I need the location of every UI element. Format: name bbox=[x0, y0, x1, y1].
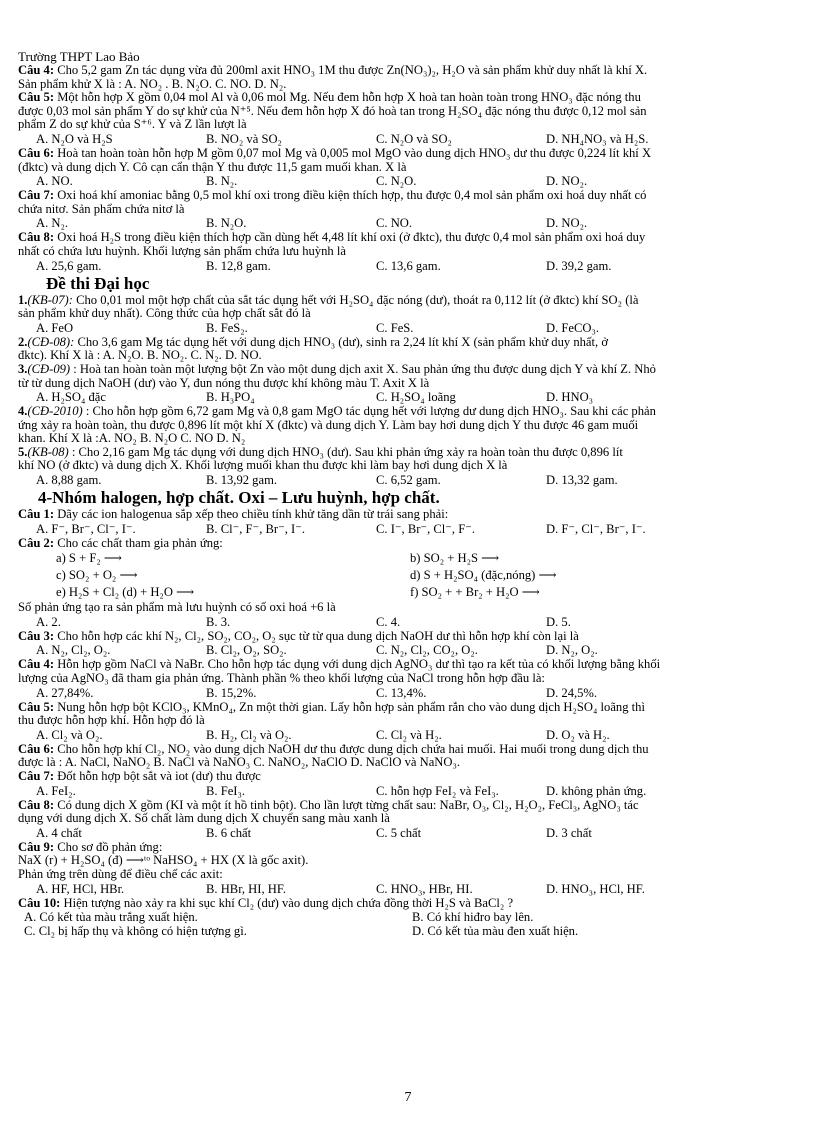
question-number: 1. bbox=[18, 293, 28, 307]
question bbox=[18, 841, 800, 897]
answer-option: C. I⁻, Br⁻, Cl⁻, F⁻. bbox=[376, 521, 476, 536]
question-block-3 bbox=[18, 508, 800, 550]
question-number: Câu 8: bbox=[18, 231, 55, 245]
question bbox=[18, 601, 800, 630]
question-text: thu được hỗn hợp khí. Hỗn hợp đó là bbox=[18, 714, 205, 728]
question-line bbox=[18, 743, 800, 757]
exam-source-tag: (KB-08) bbox=[27, 445, 69, 459]
question-text: Cho 3,6 gam Mg tác dụng hết với dung dịch HNO₃ (dư), sinh ra 2,24 lít khí X (sản phẩm khử duy nhất, ở bbox=[74, 335, 608, 349]
question bbox=[18, 363, 800, 405]
answer-option: C. Cl₂ bị hấp thụ và không có hiện tượng gì. bbox=[24, 924, 247, 939]
question-number: Câu 3: bbox=[18, 629, 55, 643]
answer-option: C. N₂O và SO₂ bbox=[376, 131, 452, 146]
question-text: từ từ dung dịch NaOH (dư) vào Y, đun nóng thu được khí không màu T. Axit X là bbox=[18, 376, 430, 390]
answer-option: A. F⁻, Br⁻, Cl⁻, I⁻. bbox=[36, 521, 136, 536]
answer-option: C. 4. bbox=[376, 614, 401, 629]
answer-option: A. NO. bbox=[36, 174, 73, 189]
question-text: Cho 0,01 mol một hợp chất của sắt tác dụng hết với H₂SO₄ đặc nóng (dư), thoát ra 0,112 lít (ở đktc) khí SO₂ (là bbox=[72, 293, 639, 307]
question-text: Cho sơ đồ phản ứng: bbox=[57, 840, 163, 854]
exam-source-tag: (CĐ-09) bbox=[27, 362, 71, 376]
answer-option: C. NO. bbox=[376, 216, 413, 231]
question bbox=[18, 405, 800, 446]
answer-option: D. FeCO₃. bbox=[546, 320, 600, 335]
question-text: dụng với dung dịch X. Số chất làm dung dịch X chuyển sang màu xanh là bbox=[18, 812, 390, 826]
reaction-equation: f) SO₂ + + Br₂ + H₂O ⟶ bbox=[410, 585, 540, 600]
question bbox=[18, 189, 800, 231]
answer-option: A. FeO bbox=[36, 320, 74, 335]
answer-option: C. 6,52 gam. bbox=[376, 473, 441, 488]
question-text: Dãy các ion halogenua sắp xếp theo chiều tính khử tăng dần từ trái sang phải: bbox=[57, 508, 449, 522]
reaction-row bbox=[18, 567, 800, 584]
answer-option: D. O₂ và H₂. bbox=[546, 727, 610, 742]
question-number: 3. bbox=[18, 362, 28, 376]
question-text: lượng của AgNO₃ đã tham gia phản ứng. Thành phần % theo khối lượng của NaCl trong hỗn hợp đầu là: bbox=[18, 672, 545, 686]
question-line bbox=[18, 770, 800, 784]
reaction-equation: c) SO₂ + O₂ ⟶ bbox=[56, 568, 138, 583]
answer-option: B. FeI₃. bbox=[206, 783, 246, 798]
question-number: 5. bbox=[18, 445, 28, 459]
question-number: Câu 10: bbox=[18, 896, 61, 910]
question-text: Phản ứng trên dùng để điều chế các axit: bbox=[18, 867, 223, 881]
answer-option: D. không phản ứng. bbox=[546, 783, 647, 798]
question-text: : Cho hỗn hợp gồm 6,72 gam Mg và 0,8 gam MgO tác dụng hết với lượng dư dung dịch HNO₃. Sau khi các phản bbox=[82, 405, 656, 419]
question-text: được 0,03 mol sản phẩm Y do sự khử của N⁺⁵. Nếu đem hỗn hợp X đó hoà tan trong H₂SO₄ đặc nóng thu được 0,12 mol sản bbox=[18, 104, 647, 118]
question-text: Một hỗn hợp X gồm 0,04 mol Al và 0,06 mol Mg. Nếu đem hỗn hợp X hoà tan hoàn toàn trong HNO₃ đặc nóng thu bbox=[57, 91, 641, 105]
reaction-equation: d) S + H₂SO₄ (đặc,nóng) ⟶ bbox=[410, 568, 557, 583]
answer-option: B. Có khí hiđro bay lên. bbox=[412, 910, 534, 925]
answer-option: B. 15,2%. bbox=[206, 685, 257, 700]
question-text: (đktc) và dung dịch Y. Cô cạn cẩn thận Y thu được 11,5 gam muối khan. X là bbox=[18, 160, 407, 174]
answer-option: D. 13,32 gam. bbox=[546, 473, 618, 488]
answer-option: A. FeI₂. bbox=[36, 783, 76, 798]
answer-option: C. N₂O. bbox=[376, 174, 417, 189]
question-number: Câu 9: bbox=[18, 840, 55, 854]
answer-option: D. HNO₃, HCl, HF. bbox=[546, 881, 645, 896]
question-number: Câu 4: bbox=[18, 658, 55, 672]
question-block-1 bbox=[18, 64, 800, 274]
question-text: khan. Khí X là :A. NO₂ B. N₂O C. NO D. N₂ bbox=[18, 432, 246, 446]
answer-option: D. N₂, O₂. bbox=[546, 643, 598, 658]
reaction-list bbox=[18, 550, 800, 601]
answer-option: B. FeS₂. bbox=[206, 320, 248, 335]
question-line bbox=[18, 432, 800, 446]
question-text: Cho các chất tham gia phản ứng: bbox=[57, 536, 223, 550]
page-number: 7 bbox=[404, 1090, 412, 1105]
question-line bbox=[18, 405, 800, 419]
answer-option: B. 13,92 gam. bbox=[206, 473, 278, 488]
question bbox=[18, 231, 800, 273]
answer-option: D. 5. bbox=[546, 614, 571, 629]
reaction-equation: e) H₂S + Cl₂ (d) + H₂O ⟶ bbox=[56, 585, 195, 600]
question-line bbox=[18, 630, 800, 644]
question-line bbox=[18, 799, 800, 813]
question-text: khí NO (ở đktc) và dung dịch X. Khối lượng muối khan thu được khi làm bay hơi dung dịch X là bbox=[18, 459, 508, 473]
question-line bbox=[18, 78, 800, 92]
answer-option: C. Cl₂ và H₂. bbox=[376, 727, 442, 742]
section-title-university-exam: Đề thi Đại học bbox=[46, 273, 150, 293]
question-text: ứng xảy ra hoàn toàn, thu được 0,896 lít một khí X (đktc) và dung dịch Y. Làm bay hơi dung dịch Y thu được 46 gam muối bbox=[18, 418, 639, 432]
answer-option: B. NO₂ và SO₂ bbox=[206, 131, 282, 146]
answer-option: C. FeS. bbox=[376, 320, 414, 335]
question-text: sản phẩm khử duy nhất). Công thức của hợp chất sắt đó là bbox=[18, 307, 311, 321]
answer-option: B. 3. bbox=[206, 614, 231, 629]
question bbox=[18, 658, 800, 700]
answer-option: B. H₂, Cl₂ và O₂. bbox=[206, 727, 292, 742]
question-line bbox=[18, 701, 800, 715]
answer-option: C. hỗn hợp FeI₂ và FeI₃. bbox=[376, 783, 499, 798]
answer-option: D. F⁻, Cl⁻, Br⁻, I⁻. bbox=[546, 521, 646, 536]
school-header: Trường THPT Lao Bảo bbox=[18, 50, 140, 64]
question-line bbox=[18, 658, 800, 672]
question-text: chứa nitơ. Sản phẩm chứa nitơ là bbox=[18, 202, 185, 216]
question-line bbox=[18, 105, 800, 119]
question bbox=[18, 294, 800, 336]
question-line bbox=[18, 231, 800, 245]
question bbox=[18, 630, 800, 659]
answer-option: A. H₂SO₄ đặc bbox=[36, 390, 106, 405]
reaction-equation: a) S + F₂ ⟶ bbox=[56, 551, 122, 566]
question-text: Nung hỗn hợp bột KClO₃, KMnO₄, Zn một thời gian. Lấy hỗn hợp sản phẩm rắn cho vào dung dịch H₂SO₄ loãng thì bbox=[57, 700, 645, 714]
answer-option: D. 3 chất bbox=[546, 825, 592, 840]
answer-option: D. HNO₃ bbox=[546, 390, 594, 405]
answer-option: B. Cl⁻, F⁻, Br⁻, I⁻. bbox=[206, 521, 306, 536]
question-line bbox=[18, 245, 800, 259]
answer-option: A. 4 chất bbox=[36, 825, 82, 840]
question-line bbox=[18, 601, 800, 615]
question-line bbox=[18, 189, 800, 203]
answer-option: A. Có kết tủa màu trắng xuất hiện. bbox=[24, 910, 198, 925]
question-number: Câu 5: bbox=[18, 91, 55, 105]
question-block-4 bbox=[18, 601, 800, 938]
answer-option: D. NO₂. bbox=[546, 216, 588, 231]
question-text: : Hoà tan hoàn toàn một lượng bột Zn vào một dung dịch axit X. Sau phản ứng thu được dung dịch Y và khí Z. Nhỏ bbox=[70, 362, 656, 376]
section-title-halogen: 4-Nhóm halogen, hợp chất. Oxi – Lưu huỳnh, hợp chất. bbox=[38, 488, 440, 508]
question-number: Câu 4: bbox=[18, 64, 55, 77]
answer-option: D. NO₂. bbox=[546, 174, 588, 189]
document-page bbox=[18, 50, 800, 938]
question bbox=[18, 446, 800, 488]
answer-option: B. N₂O. bbox=[206, 216, 247, 231]
question-number: Câu 8: bbox=[18, 798, 55, 812]
question-line bbox=[18, 446, 800, 460]
question bbox=[18, 770, 800, 799]
question-line bbox=[18, 459, 800, 473]
answer-option: A. HF, HCl, HBr. bbox=[36, 881, 125, 896]
question-text: Oxi hoá khí amoniac bằng 0,5 mol khí oxi trong điều kiện thích hợp, thu được 0,4 mol sản phẩm oxi hoá duy nhất có bbox=[57, 189, 647, 203]
question-line bbox=[18, 363, 800, 377]
question-line bbox=[18, 147, 800, 161]
answer-option: A. Cl₂ và O₂. bbox=[36, 727, 103, 742]
question-line bbox=[18, 672, 800, 686]
question-text: : Cho 2,16 gam Mg tác dụng với dung dịch HNO₃ (dư). Sau khi phản ứng xảy ra hoàn toàn thu được 0,896 lít bbox=[68, 445, 623, 459]
question-line bbox=[18, 812, 800, 826]
question-line bbox=[18, 868, 800, 882]
question-line bbox=[18, 91, 800, 105]
question bbox=[18, 336, 800, 363]
question-text: Hiện tượng nào xảy ra khi sục khí Cl₂ (dư) vào dung dịch chứa đồng thời H₂S và BaCl₂ ? bbox=[63, 896, 514, 910]
answer-option: C. HNO₃, HBr, HI. bbox=[376, 881, 473, 896]
exam-source-tag: (CĐ-08): bbox=[27, 335, 75, 349]
question-number: Câu 5: bbox=[18, 700, 55, 714]
question-text: Cho 5,2 gam Zn tác dụng vừa đủ 200ml axit HNO₃ 1M thu được Zn(NO₃)₂, H₂O và sản phẩm khử duy nhất là khí X. bbox=[57, 64, 648, 77]
answer-option: C. H₂SO₄ loãng bbox=[376, 390, 456, 405]
question-number: Câu 7: bbox=[18, 189, 55, 203]
question-line bbox=[18, 714, 800, 728]
question-line bbox=[18, 854, 800, 868]
answer-option: D. 24,5%. bbox=[546, 685, 598, 700]
question bbox=[18, 537, 800, 551]
question-text: Đốt hỗn hợp bột sắt và iot (dư) thu được bbox=[57, 770, 261, 783]
question-line bbox=[18, 307, 800, 321]
question-line bbox=[18, 419, 800, 433]
question bbox=[18, 897, 800, 939]
question-text: phẩm Z do sự khử của S⁺⁶. Y và Z lần lượt là bbox=[18, 118, 247, 132]
question-line bbox=[18, 537, 800, 551]
answer-option: C. 5 chất bbox=[376, 825, 422, 840]
question-text: Oxi hoá H₂S trong điều kiện thích hợp cần dùng hết 4,48 lít khí oxi (ở đktc), thu được 0,4 mol sản phẩm oxi hoá duy bbox=[57, 231, 646, 245]
question-line bbox=[18, 841, 800, 855]
answer-option: B. 12,8 gam. bbox=[206, 258, 271, 273]
question-text: Hỗn hợp gồm NaCl và NaBr. Cho hỗn hợp tác dụng với dung dịch AgNO₃ dư thì tạo ra kết tủa có khối lượng bằng khối bbox=[57, 658, 661, 672]
answer-option: A. N₂. bbox=[36, 216, 69, 231]
question-text: được là : A. NaCl, NaNO₂ B. NaCl và NaNO₃ C. NaNO₂, NaClO D. NaClO và NaNO₃. bbox=[18, 756, 461, 770]
question bbox=[18, 147, 800, 189]
question-line bbox=[18, 897, 800, 911]
question-text: đktc). Khí X là : A. N₂O. B. NO₂. C. N₂. D. NO. bbox=[18, 349, 262, 363]
question-text: nhất có chứa lưu huỳnh. Khối lượng sản phẩm chứa lưu huỳnh là bbox=[18, 244, 346, 258]
question-text: Cho hỗn hợp các khí N₂, Cl₂, SO₂, CO₂, O₂ sục từ từ qua dung dịch NaOH dư thì hỗn hợp khí còn lại là bbox=[57, 629, 579, 643]
reaction-row bbox=[18, 584, 800, 601]
question bbox=[18, 701, 800, 743]
reaction-equation: b) SO₂ + H₂S ⟶ bbox=[410, 551, 500, 566]
question-line bbox=[18, 336, 800, 350]
question-text: Có dung dịch X gồm (KI và một ít hồ tinh bột). Cho lần lượt từng chất sau: NaBr, O₃, Cl₂, H₂O₂, FeCl₃, AgNO₃ tác bbox=[57, 798, 639, 812]
question bbox=[18, 743, 800, 770]
answer-option: B. H₃PO₄ bbox=[206, 390, 255, 405]
question-number: Câu 1: bbox=[18, 508, 55, 522]
exam-source-tag: (KB-07): bbox=[27, 293, 73, 307]
answer-option: B. 6 chất bbox=[206, 825, 252, 840]
question bbox=[18, 508, 800, 537]
answer-option: D. 39,2 gam. bbox=[546, 258, 612, 273]
answer-option: D. Có kết tủa màu đen xuất hiện. bbox=[412, 924, 579, 939]
reaction-row bbox=[18, 550, 800, 567]
answer-option: A. N₂O và H₂S bbox=[36, 131, 113, 146]
question-text: Sản phẩm khử X là : A. NO₂ . B. N₂O. C. NO. D. N₂. bbox=[18, 77, 287, 91]
answer-option: C. 13,6 gam. bbox=[376, 258, 441, 273]
question-text: Số phản ứng tạo ra sản phẩm mà lưu huỳnh có số oxi hoá +6 là bbox=[18, 601, 336, 615]
answer-option: C. 13,4%. bbox=[376, 685, 427, 700]
answer-option: A. 8,88 gam. bbox=[36, 473, 102, 488]
answer-option: A. N₂, Cl₂, O₂. bbox=[36, 643, 111, 658]
question-line bbox=[18, 118, 800, 132]
question-block-2 bbox=[18, 294, 800, 489]
question-text: Cho hỗn hợp khí Cl₂, NO₂ vào dung dịch NaOH dư thu được dung dịch chứa hai muối. Hai muối trong dung dịch thu bbox=[57, 742, 649, 756]
question-line bbox=[18, 161, 800, 175]
question bbox=[18, 64, 800, 91]
question-number: 2. bbox=[18, 335, 28, 349]
question bbox=[18, 799, 800, 841]
question-text: Hoà tan hoàn toàn hỗn hợp M gồm 0,07 mol Mg và 0,005 mol MgO vào dung dịch HNO₃ dư thu được 0,224 lít khí X bbox=[57, 146, 652, 160]
question-number: Câu 6: bbox=[18, 146, 55, 160]
answer-option: A. 25,6 gam. bbox=[36, 258, 102, 273]
question-line bbox=[18, 508, 800, 522]
answer-option: A. 27,84%. bbox=[36, 685, 94, 700]
question bbox=[18, 91, 800, 147]
question-line bbox=[18, 377, 800, 391]
question-line bbox=[18, 64, 800, 78]
question-line bbox=[18, 203, 800, 217]
question-text: NaX (r) + H₂SO₄ (đ) ⟶ᵗᵒ NaHSO₄ + HX (X là gốc axit). bbox=[18, 854, 309, 868]
question-line bbox=[18, 349, 800, 363]
question-line bbox=[18, 294, 800, 308]
answer-option: B. N₂. bbox=[206, 174, 238, 189]
question-number: Câu 2: bbox=[18, 536, 55, 550]
question-number: Câu 7: bbox=[18, 770, 55, 783]
question-number: Câu 6: bbox=[18, 742, 55, 756]
question-line bbox=[18, 756, 800, 770]
answer-option: D. NH₄NO₃ và H₂S. bbox=[546, 131, 649, 146]
answer-option: B. HBr, HI, HF. bbox=[206, 881, 287, 896]
answer-option: A. 2. bbox=[36, 614, 61, 629]
exam-source-tag: (CĐ-2010) bbox=[27, 405, 83, 419]
question-number: 4. bbox=[18, 405, 28, 419]
answer-option: C. N₂, Cl₂, CO₂, O₂. bbox=[376, 643, 478, 658]
answer-option: B. Cl₂, O₂, SO₂. bbox=[206, 643, 287, 658]
